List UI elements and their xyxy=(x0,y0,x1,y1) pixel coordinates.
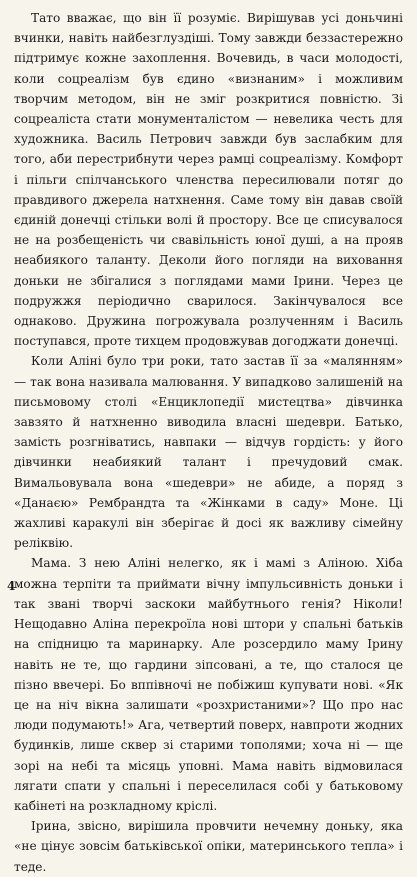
paragraph-4: Ірина, звісно, вирішила провчити нечемну доньку, яка «не цінує зовсім батьківської опіки, материнського тепла» і теде. xyxy=(14,819,403,874)
page-number: 4 xyxy=(7,579,16,593)
paragraph-2: Коли Аліні було три роки, тато застав її за «малянням» — так вона називала малювання. У випадково залишеній на письмовому столі «Енциклопедії мистецтва» дівчинка завзято й натхненно виводила власні шедеври. Батько, замість розгніватись, навпаки — відчув гордість: у його дівчинки неабиякий талант і пречудовий смак. Вимальовувала вона «шедеври» не абиде, а поряд з «Данаєю» Рембрандта та «Жінками в саду» Моне. Ці жахливі каракулі він зберігає й досі як важливу сімейну реліквію. xyxy=(14,354,403,551)
paragraph-3: Мама. З нею Аліні нелегко, як і мамі з Аліною. Хіба можна терпіти та приймати вічну імпульсивність доньки і так звані творчі заскоки майбутнього генія? Ніколи! Нещодавно Аліна перекроїла нові штори у спальні батьків на спідницю та маринарку. Але розсердило маму Ірину навіть не те, що гардини зіпсовані, а те, що сталося це пізно ввечері. Бо вппівночі не побіжиш купувати нові. «Як це на ніч вікна залишати «розхристаними»? Що про нас люди подумають!» Ага, четвертий поверх, навпроти жодних будинків, лише сквер зі старими тополями; хоча ні — ще зорі на небі та місяць уповні. Мама навіть відмовилася лягати спати у спальні і переселилася собі у батьковому кабінеті на розкладному кріслі. xyxy=(14,556,403,813)
paragraph-1: Тато вважає, що він її розуміє. Вирішував усі доньчині вчинки, навіть найбезглуздіші. Тому завжди беззастережно підтримує кожне захоплення. Вочевидь, в часи молодості, коли соцреалізм був єдино «визнаним» і можливим творчим методом, він не зміг розкритися повністю. Зі соцреаліста стати монументалістом — невелика честь для художника. Василь Петрович завжди був заслабким для того, аби перестрибнути через рамці соцреалізму. Комфорт і пільги спілчанського членства пересилювали потяг до правдивого джерела натхнення. Саме тому він давав своїй єдиній донечці стільки волі й простору. Все це списувалося не на розбещеність чи свавільність юної душі, а на прояв неабиякого таланту. Деколи його погляди на виховання доньки не збігалися з поглядами мами Ірини. Через це подружжя періодично сварилося. Закінчувалося все однаково. Дружина погрожувала розлученням і Василь поступався, проте тихцем продовжував догоджати донечці. xyxy=(14,11,403,349)
book-page-text xyxy=(14,8,403,874)
